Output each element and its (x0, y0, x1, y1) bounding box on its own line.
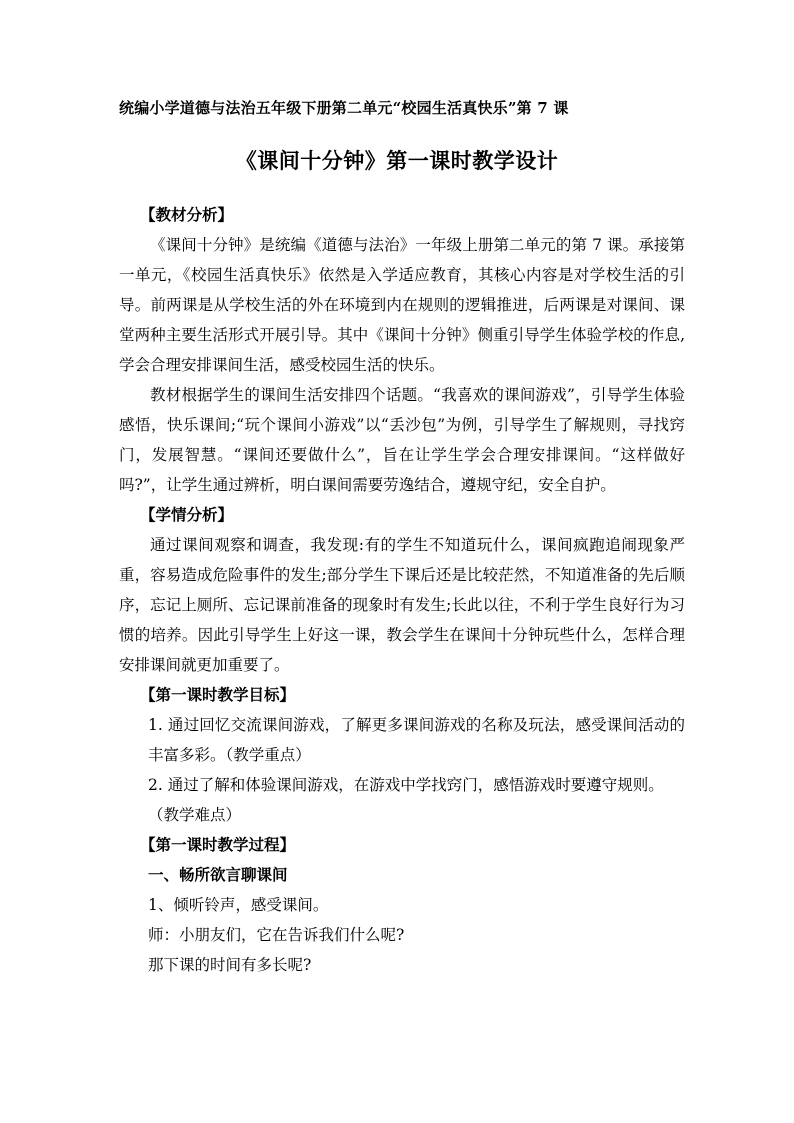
paragraph: 通过课间观察和调查，我发现:有的学生不知道玩什么，课间疯跑追闹现象严重，容易造成危险事件的发生;部分学生下课后还是比较茫然，不知道准备的先后顺序，忘记上厕所、忘记课前准备的现象时有发生;长此以往，不利于学生良好行为习惯的培养。因此引导学生上好这一课，教会学生在课间十分钟玩些什么，怎样合理安排课间就更加重要了。 (119, 536, 685, 674)
paragraph: 教材根据学生的课间生活安排四个话题。“我喜欢的课间游戏”，引导学生体验感悟，快乐课间;“玩个课间小游戏”以“丢沙包”为例，引导学生了解规则，寻找窍门，发展智慧。“课间还要做什么”，旨在让学生学会合理安排课间。“这样做好吗?”，让学生通过辨析，明白课间需要劳逸结合，遵规守纪，安全自护。 (119, 386, 685, 494)
section-heading-student-analysis: 【学情分析】 (140, 505, 234, 524)
process-line: 1、倾听铃声，感受课间。 (148, 896, 329, 914)
section-heading-textbook-analysis: 【教材分析】 (140, 205, 234, 224)
section-heading-process: 【第一课时教学过程】 (140, 835, 296, 854)
course-header: 统编小学道德与法治五年级下册第二单元“校园生活真快乐”第 7 课 (119, 99, 569, 117)
process-line: 师：小朋友们，它在告诉我们什么呢? (148, 926, 405, 944)
document-body (119, 200, 685, 980)
goal-item: 1. 通过回忆交流课间游戏，了解更多课间游戏的名称及玩法，感受课间活动的丰富多彩。（教学重点） (148, 716, 685, 764)
process-line: 那下课的时间有多长呢? (148, 956, 312, 974)
process-subheading: 一、畅所欲言聊课间 (148, 865, 288, 884)
goal-item-note: （教学难点） (148, 806, 242, 824)
paragraph: 《课间十分钟》是统编《道德与法治》一年级上册第二单元的第 7 课。承接第一单元，《校园生活真快乐》依然是入学适应教育，其核心内容是对学校生活的引导。前两课是从学校生活的外在环境到内在规则的逻辑推进，后两课是对课间、课堂两种主要生活形式开展引导。其中《课间十分钟》侧重引导学生体验学校的作息,学会合理安排课间生活，感受校园生活的快乐。 (119, 236, 685, 374)
goal-item: 2. 通过了解和体验课间游戏，在游戏中学找窍门，感悟游戏时要遵守规则。 (148, 776, 664, 794)
page-title: 《课间十分钟》第一课时教学设计 (235, 148, 559, 173)
section-heading-goals: 【第一课时教学目标】 (140, 685, 296, 704)
